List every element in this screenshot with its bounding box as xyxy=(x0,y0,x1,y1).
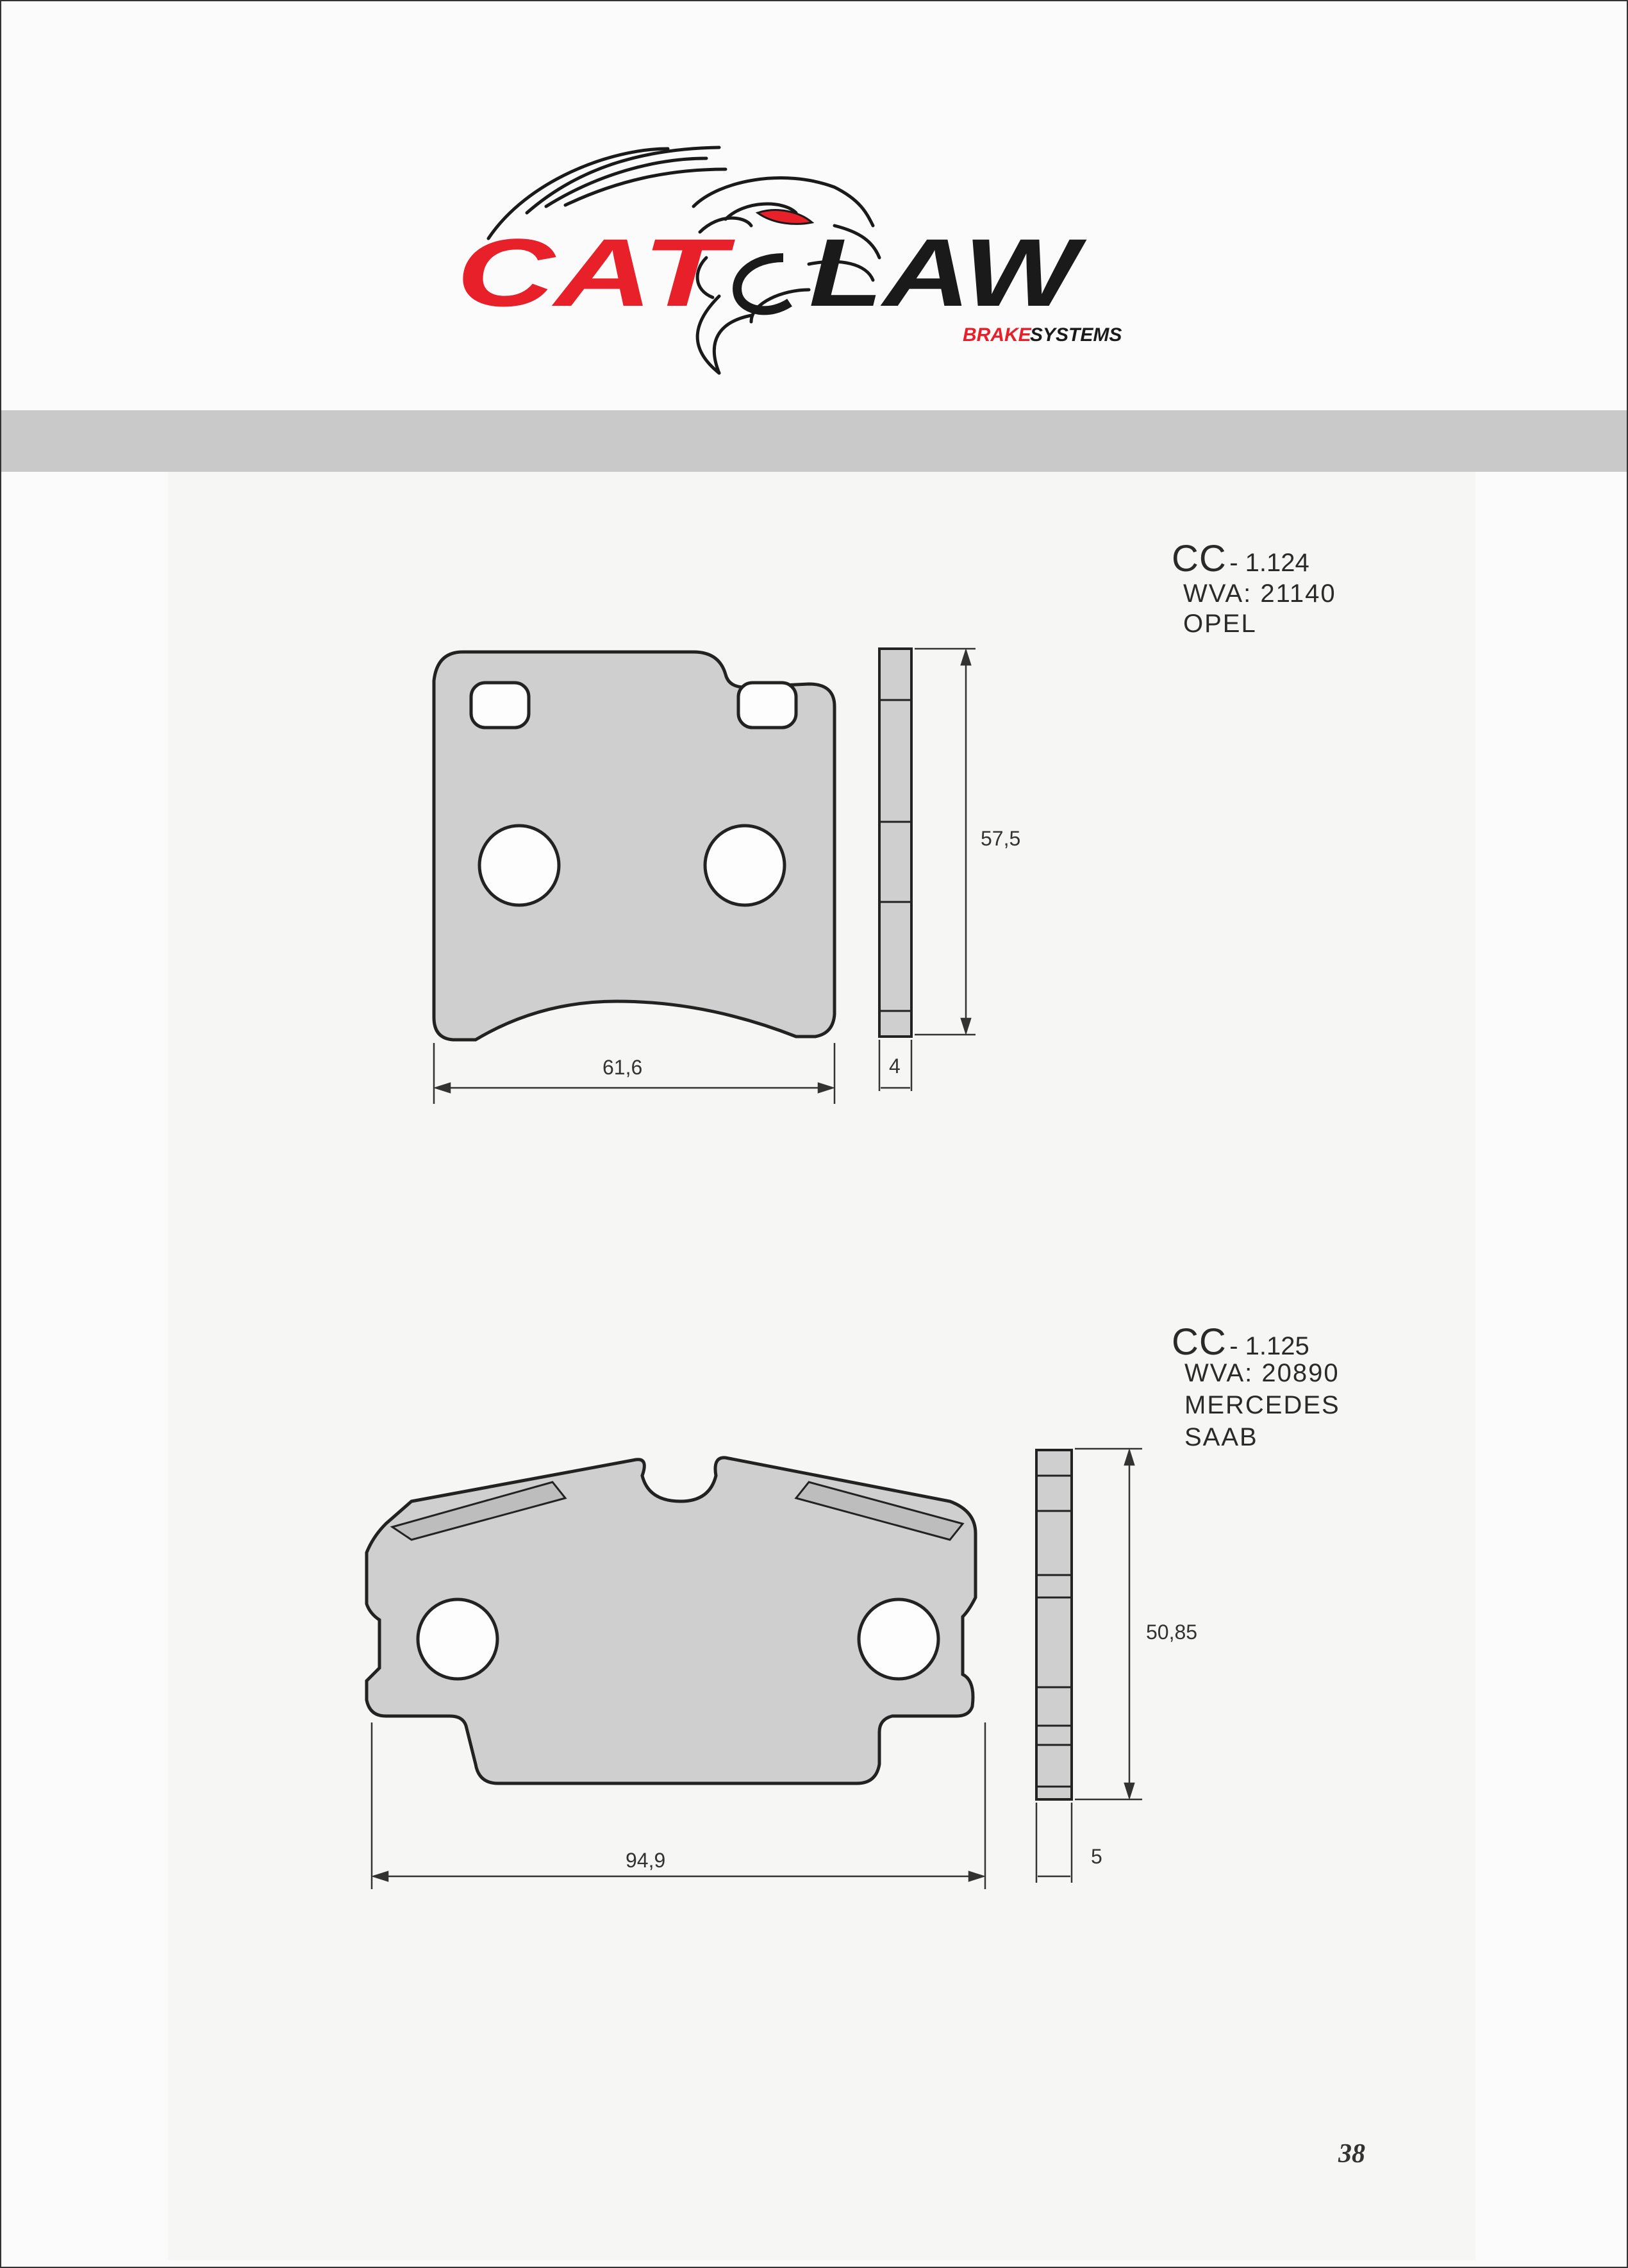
product-1-width-label: 61,6 xyxy=(602,1056,643,1079)
product-1-wva: WVA: 21140 xyxy=(1183,580,1336,608)
product-2-thickness-label: 5 xyxy=(1091,1845,1102,1868)
product-1-height-label: 57,5 xyxy=(981,827,1021,850)
product-1-thickness-label: 4 xyxy=(889,1055,901,1078)
pad-1-front-view xyxy=(434,652,835,1040)
brand-name-red: CAT xyxy=(456,219,736,326)
product-2-height-label: 50,85 xyxy=(1146,1621,1198,1644)
product-2-width-label: 94,9 xyxy=(626,1849,666,1872)
pad-1-side-view xyxy=(879,649,911,1037)
product-2-make-2: SAAB xyxy=(1184,1423,1258,1451)
product-1-code-prefix: CC xyxy=(1172,538,1227,580)
product-1-label xyxy=(1172,537,1309,580)
brand-name-black: LAW xyxy=(809,219,1088,326)
page-number: 38 xyxy=(1338,2139,1365,2169)
product-2-make-1: MERCEDES xyxy=(1184,1391,1340,1419)
product-1-code-number: - 1.124 xyxy=(1229,549,1309,577)
product-1-make-1: OPEL xyxy=(1183,610,1257,638)
tagline-brake: BRAKE xyxy=(963,324,1031,346)
product-2-code-prefix: CC xyxy=(1172,1321,1227,1363)
pad-2-front-view xyxy=(367,1458,976,1783)
technical-drawings xyxy=(1,1,1627,2267)
pad-2-side-view xyxy=(1036,1450,1072,1799)
product-2-code-number: - 1.125 xyxy=(1229,1332,1309,1360)
tagline-systems: SYSTEMS xyxy=(1030,324,1122,346)
product-2-wva: WVA: 20890 xyxy=(1184,1359,1340,1387)
